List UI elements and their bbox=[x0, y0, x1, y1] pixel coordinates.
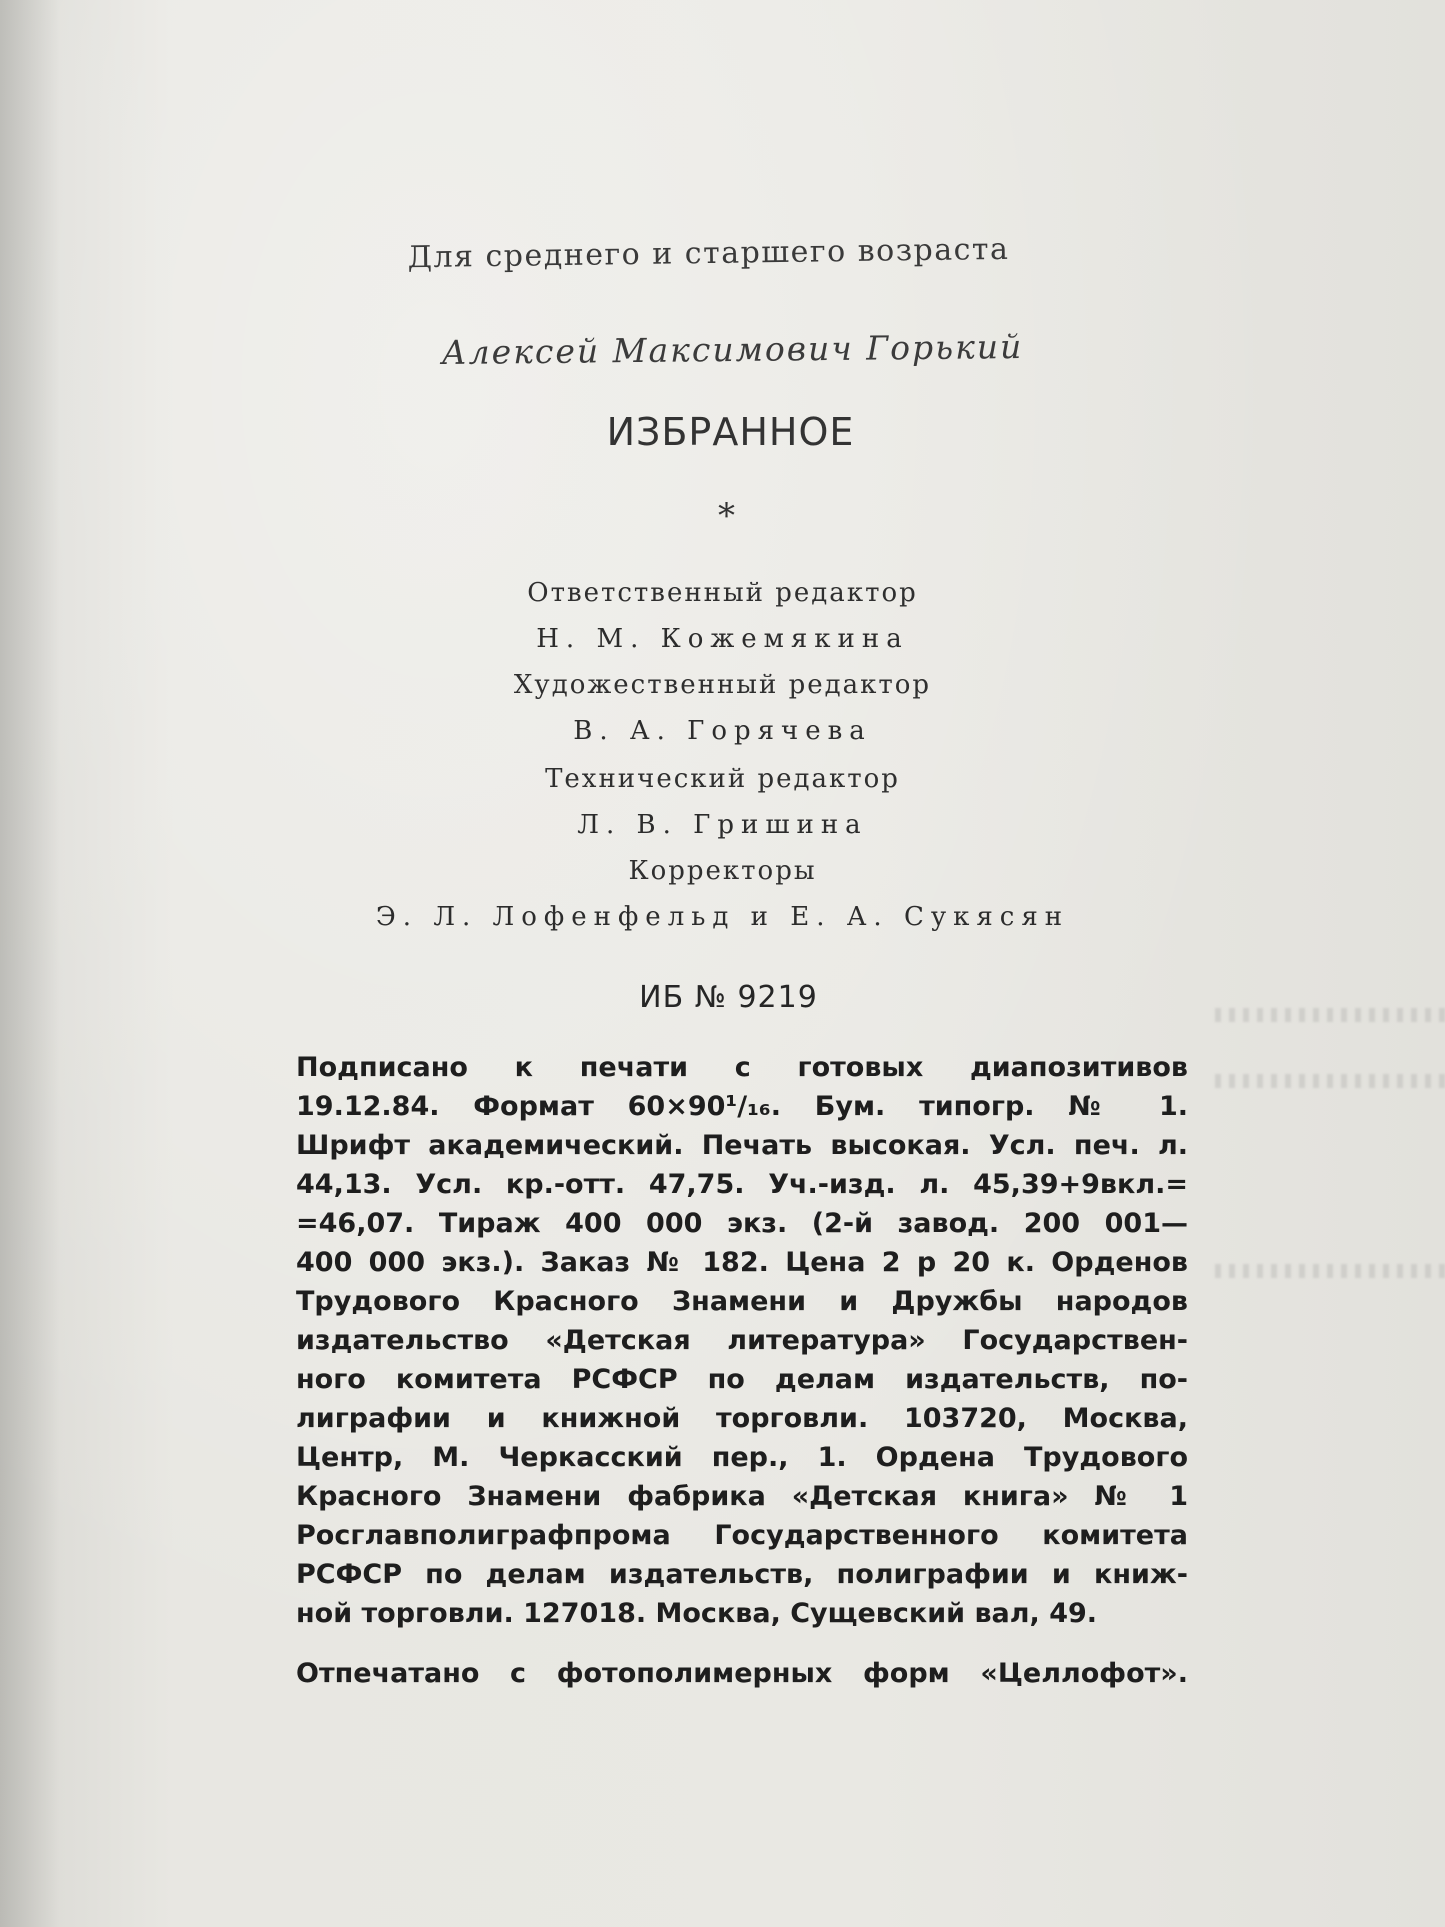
imprint-line: Росглавполиграфпрома Государственного комитета bbox=[296, 1520, 1188, 1551]
credit-role-proofreaders: Корректоры bbox=[628, 856, 817, 886]
imprint-line: Шрифт академический. Печать высокая. Усл. печ. л. bbox=[296, 1130, 1188, 1161]
printed-note: Отпечатано с фотополимерных форм «Целлофот». bbox=[296, 1658, 1188, 1689]
bleed-through-mark bbox=[1215, 1074, 1445, 1088]
ib-number: ИБ № 9219 bbox=[639, 980, 818, 1015]
book-title: ИЗБРАННОЕ bbox=[606, 410, 855, 454]
imprint-line: 400 000 экз.). Заказ № 182. Цена 2 р 20 к. Орденов bbox=[296, 1247, 1188, 1278]
credit-name-proofreaders: Э. Л. Лофенфельд и Е. А. Сукясян bbox=[375, 902, 1070, 932]
imprint-line: лиграфии и книжной торговли. 103720, Москва, bbox=[296, 1403, 1188, 1434]
credit-name-art-editor: В. А. Горячева bbox=[573, 716, 872, 746]
separator-asterisk: * bbox=[718, 496, 735, 536]
imprint-line: ного комитета РСФСР по делам издательств, по- bbox=[296, 1364, 1188, 1395]
imprint-line: =46,07. Тираж 400 000 экз. (2-й завод. 200 001— bbox=[296, 1208, 1188, 1239]
credit-role-technical-editor: Технический редактор bbox=[545, 764, 900, 794]
audience-label: Для среднего и старшего возраста bbox=[407, 231, 1010, 276]
bleed-through-mark bbox=[1215, 1264, 1445, 1278]
credit-name-responsible-editor: Н. М. Кожемякина bbox=[536, 624, 909, 654]
credit-name-technical-editor: Л. В. Гришина bbox=[577, 810, 868, 840]
credit-role-art-editor: Художественный редактор bbox=[513, 670, 932, 700]
imprint-line: РСФСР по делам издательств, полиграфии и книж- bbox=[296, 1559, 1188, 1590]
author-name: Алексей Максимович Горький bbox=[441, 326, 1024, 373]
credit-role-responsible-editor: Ответственный редактор bbox=[527, 578, 918, 608]
imprint-line: Подписано к печати с готовых диапозитивов bbox=[296, 1052, 1188, 1083]
imprint-line: 44,13. Усл. кр.-отт. 47,75. Уч.-изд. л. 45,39+9вкл.= bbox=[296, 1169, 1188, 1200]
imprint-line: ной торговли. 127018. Москва, Сущевский вал, 49. bbox=[296, 1598, 1098, 1629]
imprint-line: Трудового Красного Знамени и Дружбы народов bbox=[296, 1286, 1188, 1317]
page-gutter-shadow bbox=[0, 0, 60, 1927]
imprint-line: Центр, М. Черкасский пер., 1. Ордена Трудового bbox=[296, 1442, 1188, 1473]
imprint-block bbox=[296, 1048, 1188, 1633]
imprint-line: Красного Знамени фабрика «Детская книга» № 1 bbox=[296, 1481, 1188, 1512]
imprint-line: 19.12.84. Формат 60×90¹/₁₆. Бум. типогр. № 1. bbox=[296, 1091, 1188, 1122]
imprint-line: издательство «Детская литература» Государствен- bbox=[296, 1325, 1188, 1356]
